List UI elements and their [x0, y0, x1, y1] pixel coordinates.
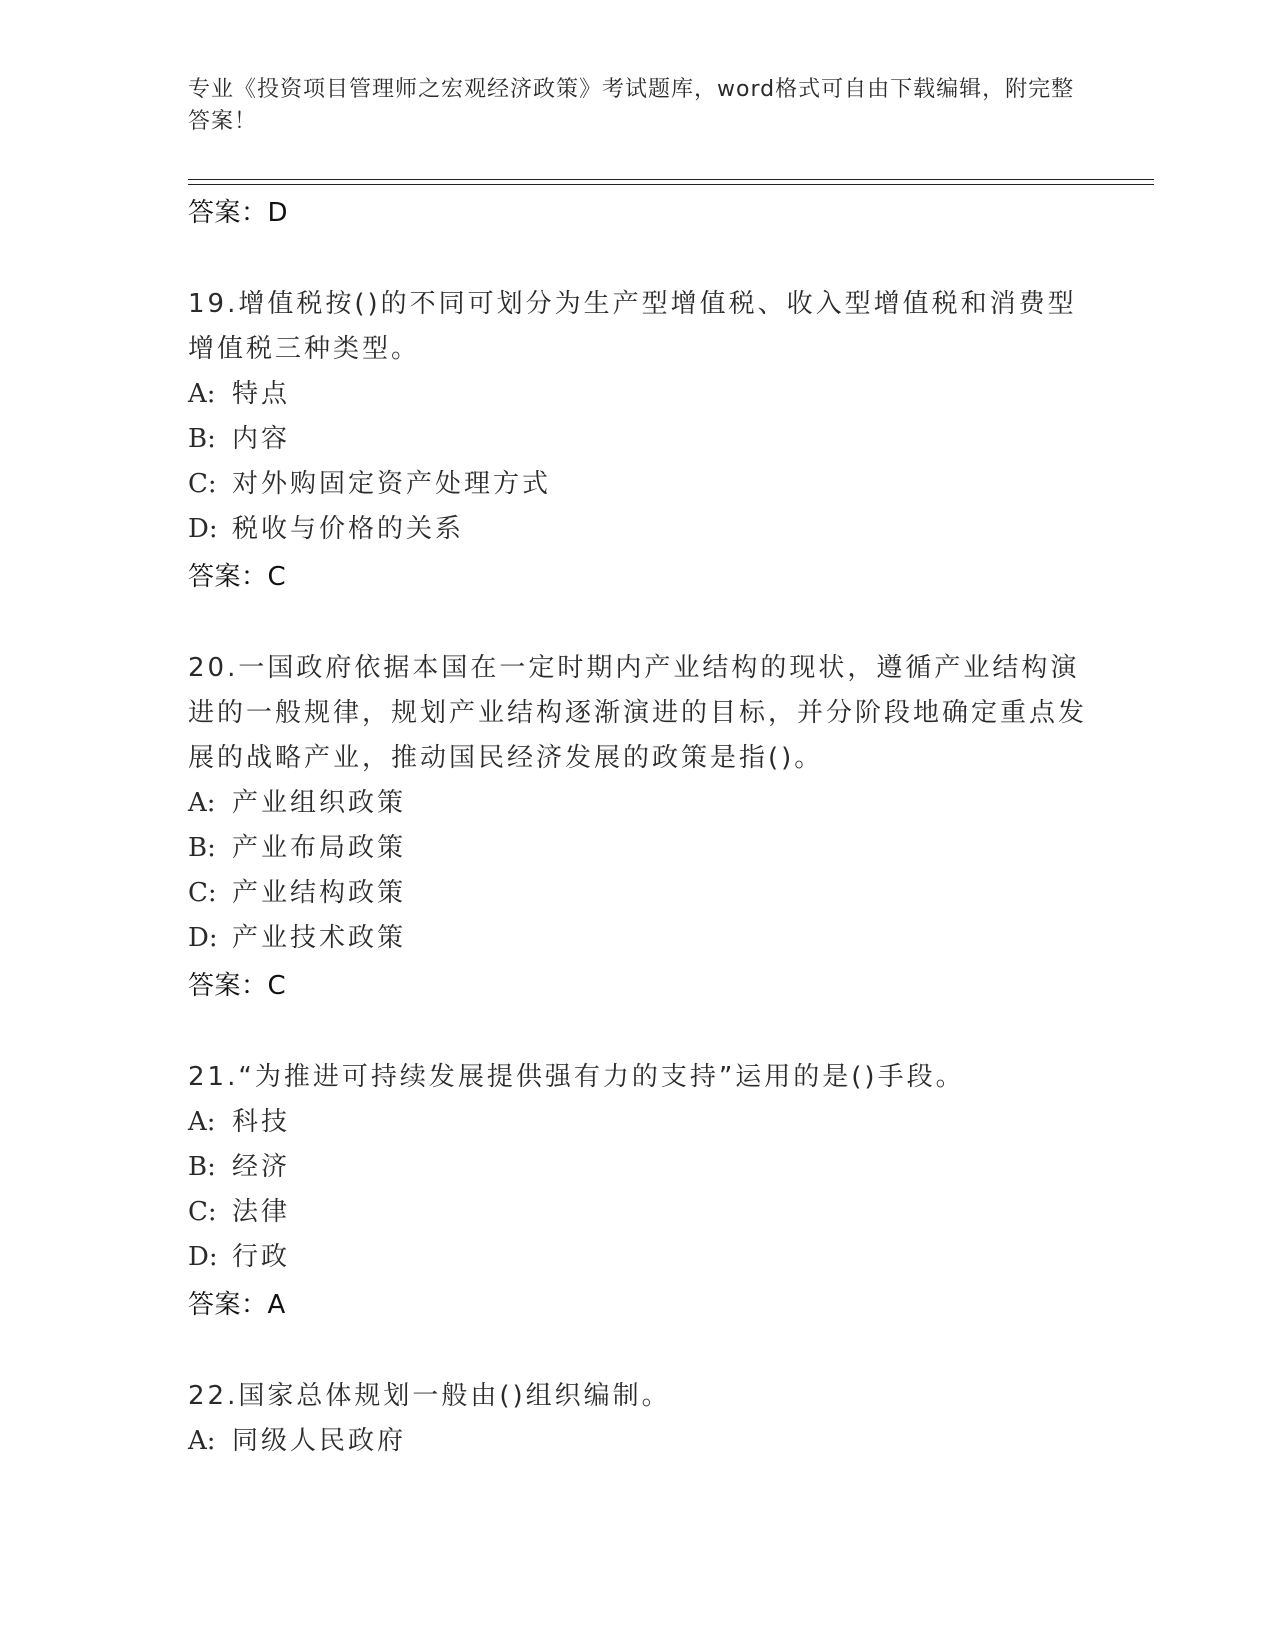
- option-b: [188, 826, 1088, 871]
- option-letter: D:: [188, 1242, 218, 1272]
- option-letter: B:: [188, 424, 216, 454]
- answer-line: 答案：C: [188, 562, 287, 592]
- option-text: 特点: [232, 379, 291, 409]
- question-19: [188, 282, 1088, 600]
- question-text: 20.一国政府依据本国在一定时期内产业结构的现状，遵循产业结构演进的一般规律，规划产业结构逐渐演进的目标，并分阶段地确定重点发展的战略产业，推动国民经济发展的政策是指()。: [188, 653, 1088, 773]
- option-a: [188, 1100, 1088, 1145]
- option-letter: C:: [188, 878, 217, 908]
- option-letter: A:: [188, 788, 216, 818]
- question-20: [188, 646, 1088, 1009]
- question-21: [188, 1055, 1088, 1328]
- option-text: 产业结构政策: [232, 878, 407, 908]
- option-text: 同级人民政府: [232, 1426, 407, 1456]
- question-text: 22.国家总体规划一般由()组织编制。: [188, 1381, 671, 1411]
- question-22: [188, 1374, 1088, 1464]
- option-letter: D:: [188, 514, 218, 544]
- answer-line: 答案：A: [188, 1290, 286, 1320]
- option-c: [188, 462, 1088, 507]
- option-d: [188, 916, 1088, 961]
- option-letter: C:: [188, 469, 217, 499]
- question-text: 19.增值税按()的不同可划分为生产型增值税、收入型增值税和消费型增值税三种类型。: [188, 289, 1077, 364]
- option-letter: A:: [188, 1426, 216, 1456]
- option-letter: A:: [188, 1107, 216, 1137]
- option-text: 产业技术政策: [232, 923, 407, 953]
- option-text: 税收与价格的关系: [232, 514, 465, 544]
- option-letter: B:: [188, 833, 216, 863]
- option-text: 产业布局政策: [232, 833, 407, 863]
- option-a: [188, 781, 1088, 826]
- option-a: [188, 1419, 1088, 1464]
- answer-line: 答案：D: [188, 198, 289, 228]
- option-c: [188, 1190, 1088, 1235]
- option-text: 科技: [232, 1107, 291, 1137]
- option-letter: D:: [188, 923, 218, 953]
- header-note: 专业《投资项目管理师之宏观经济政策》考试题库，word格式可自由下载编辑，附完整答案！: [188, 77, 1075, 134]
- option-text: 内容: [232, 424, 291, 454]
- option-text: 法律: [232, 1197, 291, 1227]
- option-text: 对外购固定资产处理方式: [232, 469, 552, 499]
- option-text: 产业组织政策: [232, 788, 407, 818]
- question-text: 21.“为推进可持续发展提供强有力的支持”运用的是()手段。: [188, 1062, 965, 1092]
- option-d: [188, 1235, 1088, 1280]
- option-c: [188, 871, 1088, 916]
- option-d: [188, 507, 1088, 552]
- answer-line: 答案：C: [188, 971, 287, 1001]
- option-letter: B:: [188, 1152, 216, 1182]
- question-list: [188, 190, 1088, 1464]
- header-divider: [188, 179, 1154, 185]
- option-b: [188, 1145, 1088, 1190]
- option-text: 经济: [232, 1152, 291, 1182]
- option-text: 行政: [232, 1242, 291, 1272]
- option-letter: C:: [188, 1197, 217, 1227]
- option-letter: A:: [188, 379, 216, 409]
- option-a: [188, 372, 1088, 417]
- option-b: [188, 417, 1088, 462]
